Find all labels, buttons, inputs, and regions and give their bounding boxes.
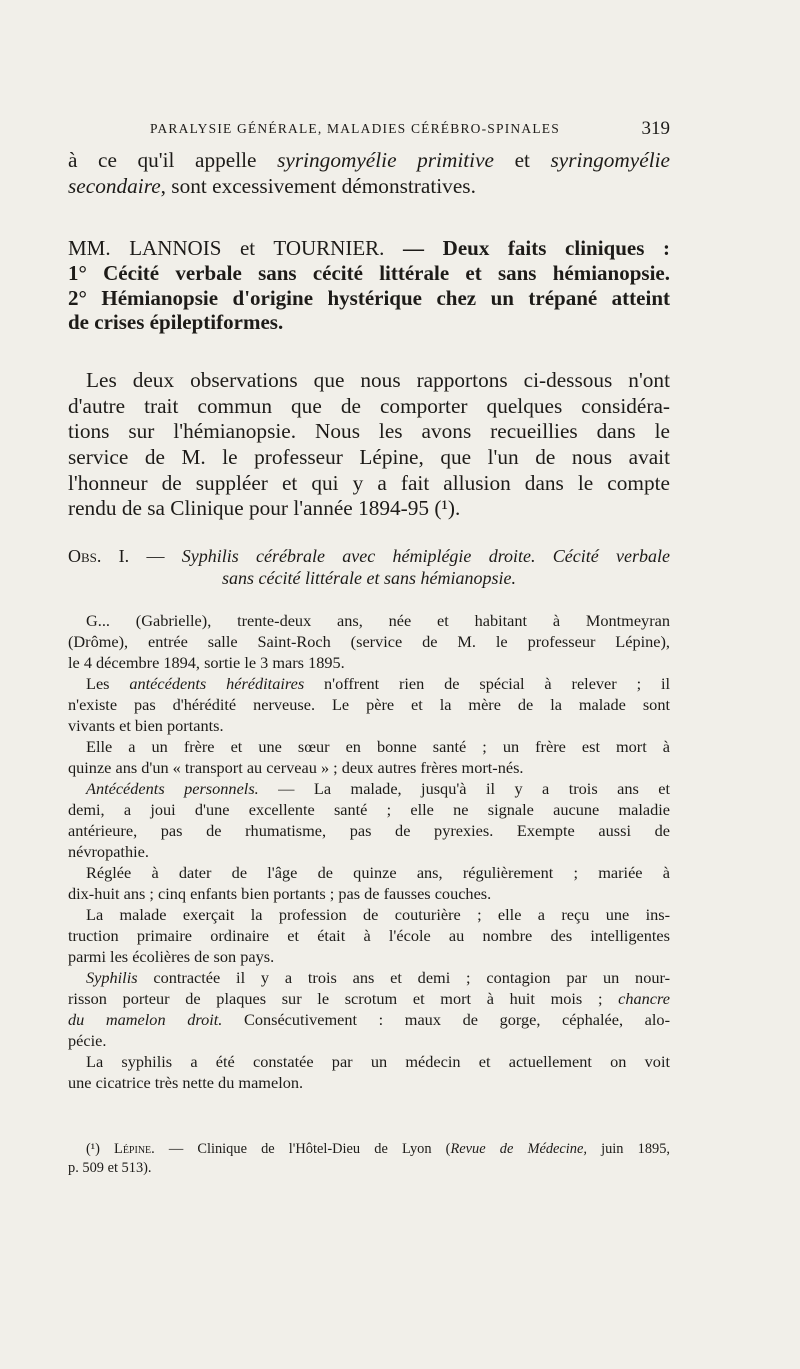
article-heading — [68, 236, 670, 335]
text-line: Obs. I. — Syphilis cérébrale avec hémiplégie droite. Cécité verbale — [68, 546, 670, 566]
text-line: rendu de sa Clinique pour l'année 1894-95 (¹). — [68, 496, 461, 521]
text-line: dix-huit ans ; cinq enfants bien portants ; pas de fausses couches. — [68, 884, 492, 903]
text-line: une cicatrice très nette du mamelon. — [68, 1073, 304, 1092]
text-line: n'existe pas d'hérédité nerveuse. Le père et la mère de la malade sont — [68, 695, 670, 714]
running-title: PARALYSIE GÉNÉRALE, MALADIES CÉRÉBRO-SPINALES — [150, 121, 560, 136]
text-line: Réglée à dater de l'âge de quinze ans, régulièrement ; mariée à — [86, 863, 670, 882]
text-line: Syphilis contractée il y a trois ans et demi ; contagion par un nour- — [86, 968, 670, 987]
text-line: vivants et bien portants. — [68, 716, 224, 735]
authors: MM. LANNOIS et TOURNIER. — [68, 236, 385, 260]
heading-line: de crises épileptiformes. — [68, 310, 284, 335]
heading-line: 2° Hémianopsie d'origine hystérique chez un trépané atteint — [68, 285, 670, 310]
observation-title — [68, 546, 670, 589]
text-line: Elle a un frère et une sœur en bonne santé ; un frère est mort à — [86, 737, 670, 756]
text-line: demi, a joui d'une excellente santé ; elle ne signale aucune maladie — [68, 800, 670, 819]
page-number: 319 — [641, 118, 670, 139]
footnote-line: p. 509 et 513). — [68, 1160, 152, 1176]
text-line: à ce qu'il appelle syringomyélie primitive et syringomyélie — [68, 148, 670, 172]
observation-label: Obs. I. — [68, 546, 130, 566]
text-line: Les antécédents héréditaires n'offrent rien de spécial à relever ; il — [86, 674, 670, 693]
text-line: Antécédents personnels. — La malade, jusqu'à il y a trois ans et — [86, 779, 670, 798]
paragraph — [68, 368, 670, 522]
text-line: d'autre trait commun que de comporter quelques considéra- — [68, 393, 670, 418]
running-header — [68, 118, 670, 142]
text-line: La malade exerçait la profession de couturière ; elle a reçu une ins- — [86, 905, 670, 924]
text-line: pécie. — [68, 1031, 107, 1050]
observation-body — [68, 610, 670, 1093]
text-line: Les deux observations que nous rapportons ci-dessous n'ont — [86, 368, 670, 392]
text-line: G... (Gabrielle), trente-deux ans, née et habitant à Montmeyran — [86, 611, 670, 630]
footnote-author: Lépine. — [114, 1141, 155, 1157]
text-line: l'honneur de suppléer et qui y a fait allusion dans le compte — [68, 470, 670, 495]
text-line: antérieure, pas de rhumatisme, pas de pyrexies. Exempte aussi de — [68, 821, 670, 840]
text-line: névropathie. — [68, 842, 149, 861]
text-line: quinze ans d'un « transport au cerveau » ; deux autres frères mort-nés. — [68, 758, 524, 777]
heading-line: MM. LANNOIS et TOURNIER. — Deux faits cliniques : — [68, 236, 670, 260]
text-line: sans cécité littérale et sans hémianopsie. — [222, 567, 516, 588]
text-line: (Drôme), entrée salle Saint-Roch (service de M. le professeur Lépine), — [68, 632, 670, 651]
text-line: tions sur l'hémianopsie. Nous les avons recueillies dans le — [68, 419, 670, 444]
text-line: parmi les écolières de son pays. — [68, 947, 275, 966]
text-line: le 4 décembre 1894, sortie le 3 mars 1895. — [68, 653, 345, 672]
text-line: service de M. le professeur Lépine, que l'un de nous avait — [68, 445, 670, 470]
text-line: du mamelon droit. Consécutivement : maux de gorge, céphalée, alo- — [68, 1010, 670, 1029]
footnote — [68, 1140, 670, 1178]
heading-line: 1° Cécité verbale sans cécité littérale et sans hémianopsie. — [68, 260, 670, 285]
text-line: risson porteur de plaques sur le scrotum et mort à huit mois ; chancre — [68, 989, 670, 1008]
text-line: secondaire, sont excessivement démonstratives. — [68, 173, 476, 198]
intro-paragraph — [68, 148, 670, 199]
text-line: La syphilis a été constatée par un médecin et actuellement on voit — [86, 1052, 670, 1071]
text-line: truction primaire ordinaire et était à l'école au nombre des intelligentes — [68, 926, 670, 945]
footnote-line: (¹) Lépine. — Clinique de l'Hôtel-Dieu de Lyon (Revue de Médecine, juin 1895, — [86, 1141, 670, 1157]
